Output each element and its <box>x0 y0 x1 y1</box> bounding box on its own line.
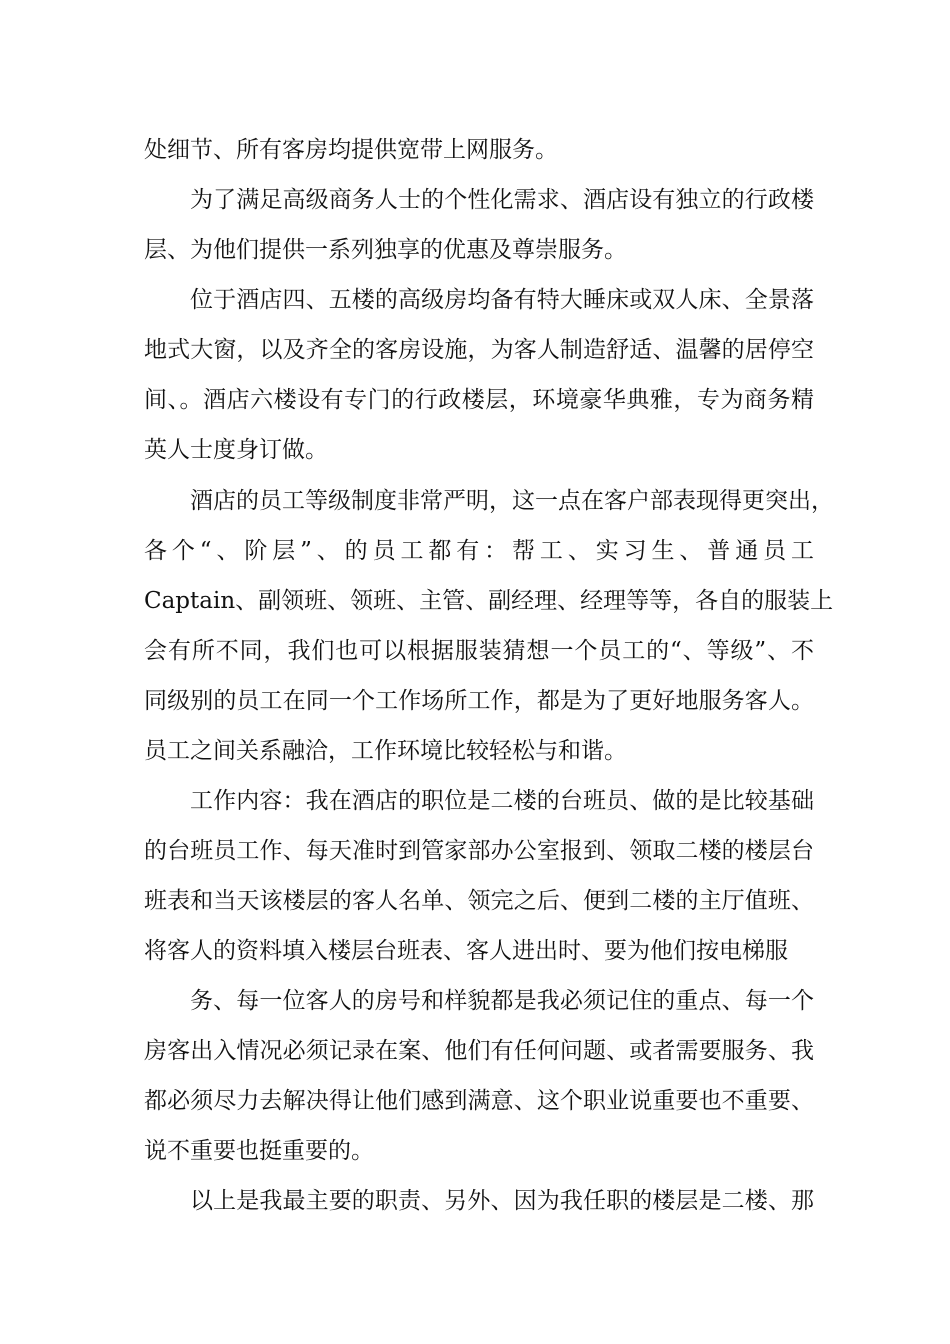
paragraph-first-line: 为了满足高级商务人士的个性化需求、酒店设有独立的行政楼 <box>190 187 814 213</box>
paragraph-first-line: 酒店的员工等级制度非常严明，这一点在客户部表现得更突出， <box>190 488 834 514</box>
paragraph-first-line: 工作内容：我在酒店的职位是二楼的台班员、做的是比较基础 <box>190 788 814 814</box>
text-line: 都必须尽力去解决得让他们感到满意、这个职业说重要也不重要、 <box>144 1088 814 1114</box>
text-line: 各个“、阶层”、的员工都有：帮工、实习生、普通员工 <box>144 538 814 564</box>
text-line: Captain、副领班、领班、主管、副经理、经理等等，各自的服装上 <box>144 588 834 614</box>
text-line: 的台班员工作、每天准时到管家部办公室报到、领取二楼的楼层台 <box>144 838 814 864</box>
text-line: 处细节、所有客房均提供宽带上网服务。 <box>144 137 558 163</box>
text-line: 英人士度身订做。 <box>144 437 328 463</box>
paragraph-first-line: 位于酒店四、五楼的高级房均备有特大睡床或双人床、全景落 <box>190 287 814 313</box>
text-line: 说不重要也挺重要的。 <box>144 1138 374 1164</box>
text-line: 同级别的员工在同一个工作场所工作，都是为了更好地服务客人。 <box>144 688 814 714</box>
paragraph-first-line: 务、每一位客人的房号和样貌都是我必须记住的重点、每一个 <box>190 988 814 1014</box>
text-line: 将客人的资料填入楼层台班表、客人进出时、要为他们按电梯服 <box>144 938 788 964</box>
paragraph-first-line: 以上是我最主要的职责、另外、因为我任职的楼层是二楼、那 <box>190 1188 814 1214</box>
text-line: 会有所不同，我们也可以根据服装猜想一个员工的“、等级”、不 <box>144 638 814 664</box>
text-line: 层、为他们提供一系列独享的优惠及尊崇服务。 <box>144 237 627 263</box>
text-line: 员工之间关系融洽，工作环境比较轻松与和谐。 <box>144 738 627 764</box>
text-line: 间、。酒店六楼设有专门的行政楼层，环境豪华典雅，专为商务精 <box>144 387 814 413</box>
text-line: 班表和当天该楼层的客人名单、领完之后、便到二楼的主厅值班、 <box>144 888 814 914</box>
text-line: 房客出入情况必须记录在案、他们有任何问题、或者需要服务、我 <box>144 1038 814 1064</box>
text-line: 地式大窗，以及齐全的客房设施，为客人制造舒适、温馨的居停空 <box>144 337 814 363</box>
